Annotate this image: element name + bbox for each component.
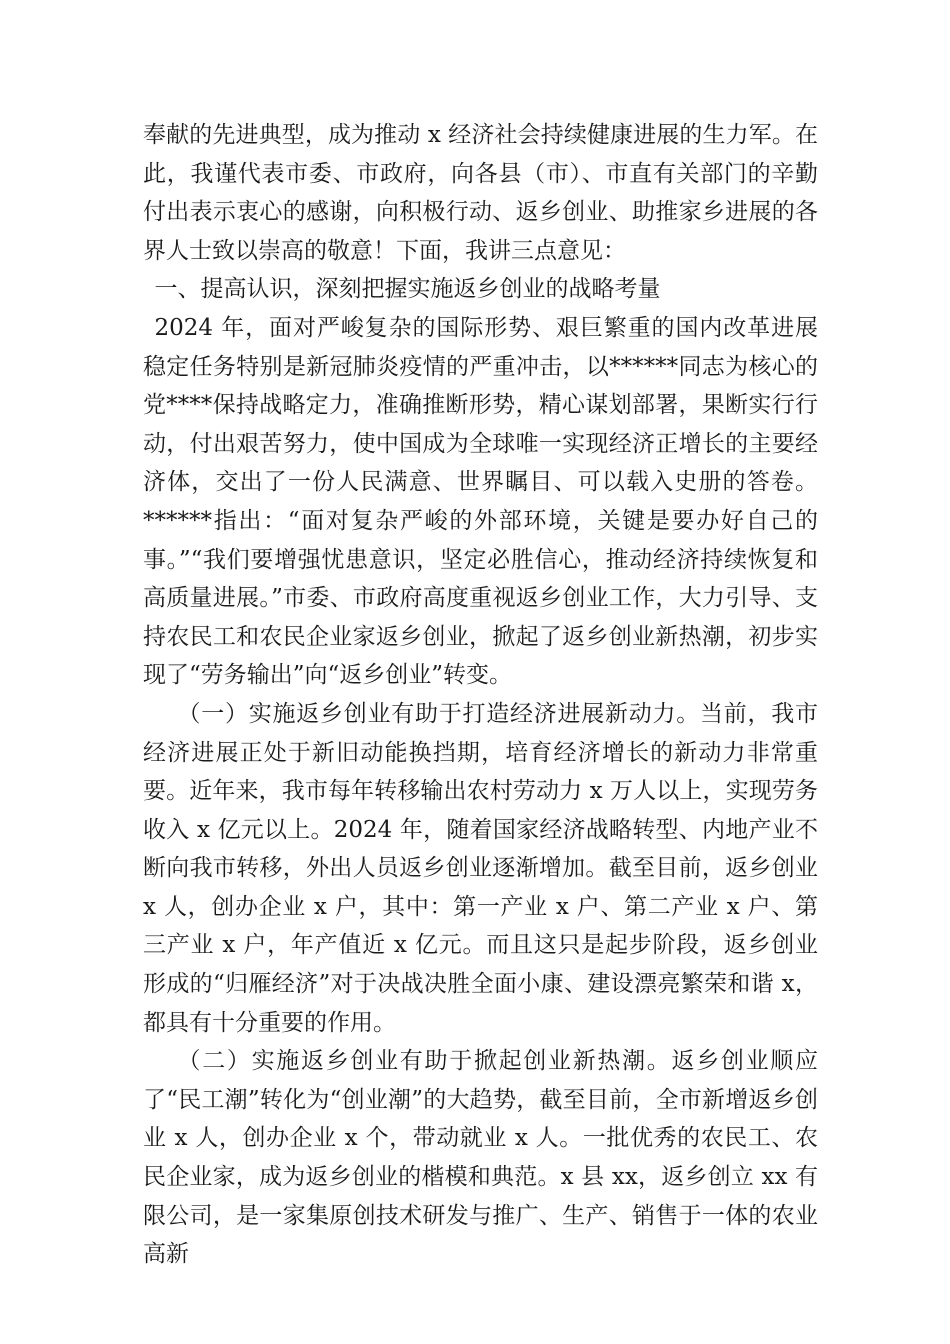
paragraph-2024-overview: 2024 年，面对严峻复杂的国际形势、艰巨繁重的国内改革进展稳定任务特别是新冠肺炎疫情的严重冲击，以******同志为核心的党****保持战略定力，准确推断形势，精心谋划部署，果断实行行动，付出艰苦努力，使中国成为全球唯一实现经济正增长的主要经济体，交出了一份人民满意、世界瞩目、可以载入史册的答卷。******指出：“面对复杂严峻的外部环境，关键是要办好自己的事。”“我们要增强忧患意识，坚定必胜信心，推动经济持续恢复和高质量进展。”市委、市政府高度重视返乡创业工作，大力引导、支持农民工和农民企业家返乡创业，掀起了返乡创业新热潮，初步实现了“劳务输出”向“返乡创业”转变。 bbox=[143, 314, 818, 689]
document-body bbox=[143, 116, 818, 1274]
paragraph-subsection-1: （一）实施返乡创业有助于打造经济进展新动力。当前，我市经济进展正处于新旧动能换挡期，培育经济增长的新动力非常重要。近年来，我市每年转移输出农村劳动力 x 万人以上，实现劳务收入 x 亿元以上。2024 年，随着国家经济战略转型、内地产业不断向我市转移，外出人员返乡创业逐渐增加。截至目前，返乡创业 x 人，创办企业 x 户，其中：第一产业 x 户、第二产业 x 户、第三产业 x 户，年产值近 x 亿元。而且这只是起步阶段，返乡创业形成的“归雁经济”对于决战决胜全面小康、建设漂亮繁荣和谐 x，都具有十分重要的作用。 bbox=[143, 700, 818, 1036]
section-heading-1: 一、提高认识，深刻把握实施返乡创业的战略考量 bbox=[154, 276, 661, 303]
paragraph-subsection-2: （二）实施返乡创业有助于掀起创业新热潮。返乡创业顺应了“民工潮”转化为“创业潮”的大趋势，截至目前，全市新增返乡创业 x 人，创办企业 x 个，带动就业 x 人。一批优秀的农民工、农民企业家，成为返乡创业的楷模和典范。x 县 xx，返乡创立 xx 有限公司，是一家集原创技术研发与推广、生产、销售于一体的农业高新 bbox=[143, 1048, 818, 1268]
paragraph-intro: 奉献的先进典型，成为推动 x 经济社会持续健康进展的生力军。在此，我谨代表市委、市政府，向各县（市）、市直有关部门的辛勤付出表示衷心的感谢，向积极行动、返乡创业、助推家乡进展的各界人士致以崇高的敬意！下面，我讲三点意见： bbox=[143, 122, 818, 264]
